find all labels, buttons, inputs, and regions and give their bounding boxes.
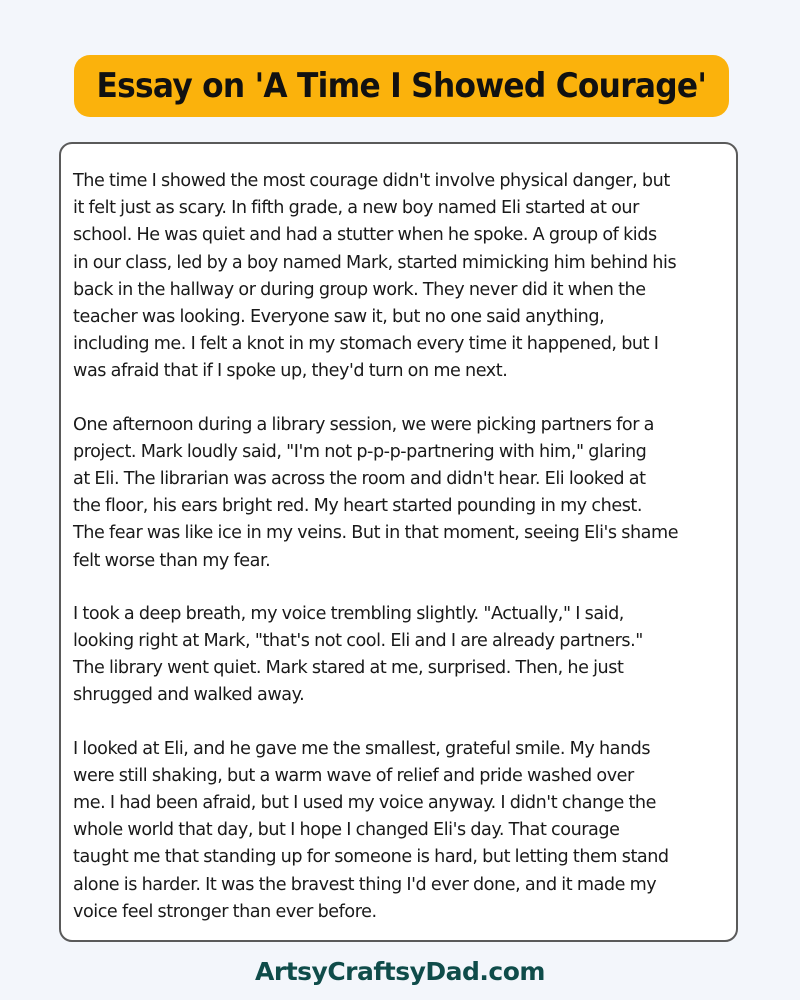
text-line: felt worse than my fear. [73, 550, 271, 571]
essay-paragraph-1 [73, 168, 737, 386]
text-line: shrugged and walked away. [73, 685, 305, 706]
text-line: One afternoon during a library session, we were picking partners for a [73, 414, 654, 435]
text-line: The time I showed the most courage didn't involve physical danger, but [73, 171, 670, 191]
text-line: taught me that standing up for someone is hard, but letting them stand [73, 847, 669, 868]
text-line: school. He was quiet and had a stutter when he spoke. A group of kids [73, 225, 657, 246]
title-badge [74, 55, 729, 117]
text-line: were still shaking, but a warm wave of relief and pride washed over [73, 765, 634, 786]
text-line: The fear was like ice in my veins. But in that moment, seeing Eli's shame [73, 523, 679, 544]
text-line: back in the hallway or during group work. They never did it when the [73, 279, 646, 300]
page-title: Essay on 'A Time I Showed Courage' [96, 66, 707, 106]
text-line: looking right at Mark, "that's not cool. Eli and I are already partners." [73, 631, 643, 652]
text-line: including me. I felt a knot in my stomach every time it happened, but I [73, 334, 659, 355]
text-line: at Eli. The librarian was across the room and didn't hear. Eli looked at [73, 469, 646, 490]
text-line: it felt just as scary. In fifth grade, a new boy named Eli started at our [73, 198, 639, 219]
text-line: voice feel stronger than ever before. [73, 901, 377, 922]
text-line: teacher was looking. Everyone saw it, but no one said anything, [73, 307, 605, 328]
text-line: me. I had been afraid, but I used my voice anyway. I didn't change the [73, 793, 657, 814]
text-line: was afraid that if I spoke up, they'd turn on me next. [73, 361, 508, 382]
text-line: the floor, his ears bright red. My heart started pounding in my chest. [73, 496, 643, 517]
essay-paragraph-2 [73, 412, 737, 575]
text-line: in our class, led by a boy named Mark, started mimicking him behind his [73, 252, 677, 273]
text-line: whole world that day, but I hope I changed Eli's day. That courage [73, 820, 620, 841]
essay-body [73, 168, 737, 952]
text-line: I looked at Eli, and he gave me the smallest, grateful smile. My hands [73, 738, 651, 759]
text-line: alone is harder. It was the bravest thing I'd ever done, and it made my [73, 874, 657, 895]
text-line: I took a deep breath, my voice trembling slightly. "Actually," I said, [73, 603, 624, 624]
essay-paragraph-3 [73, 601, 737, 710]
essay-box [59, 142, 738, 942]
footer-site-name: ArtsyCraftsyDad.com [255, 957, 545, 986]
text-line: The library went quiet. Mark stared at me, surprised. Then, he just [73, 658, 624, 679]
essay-paragraph-4 [73, 736, 737, 926]
text-line: project. Mark loudly said, "I'm not p-p-p-partnering with him," glaring [73, 441, 647, 462]
